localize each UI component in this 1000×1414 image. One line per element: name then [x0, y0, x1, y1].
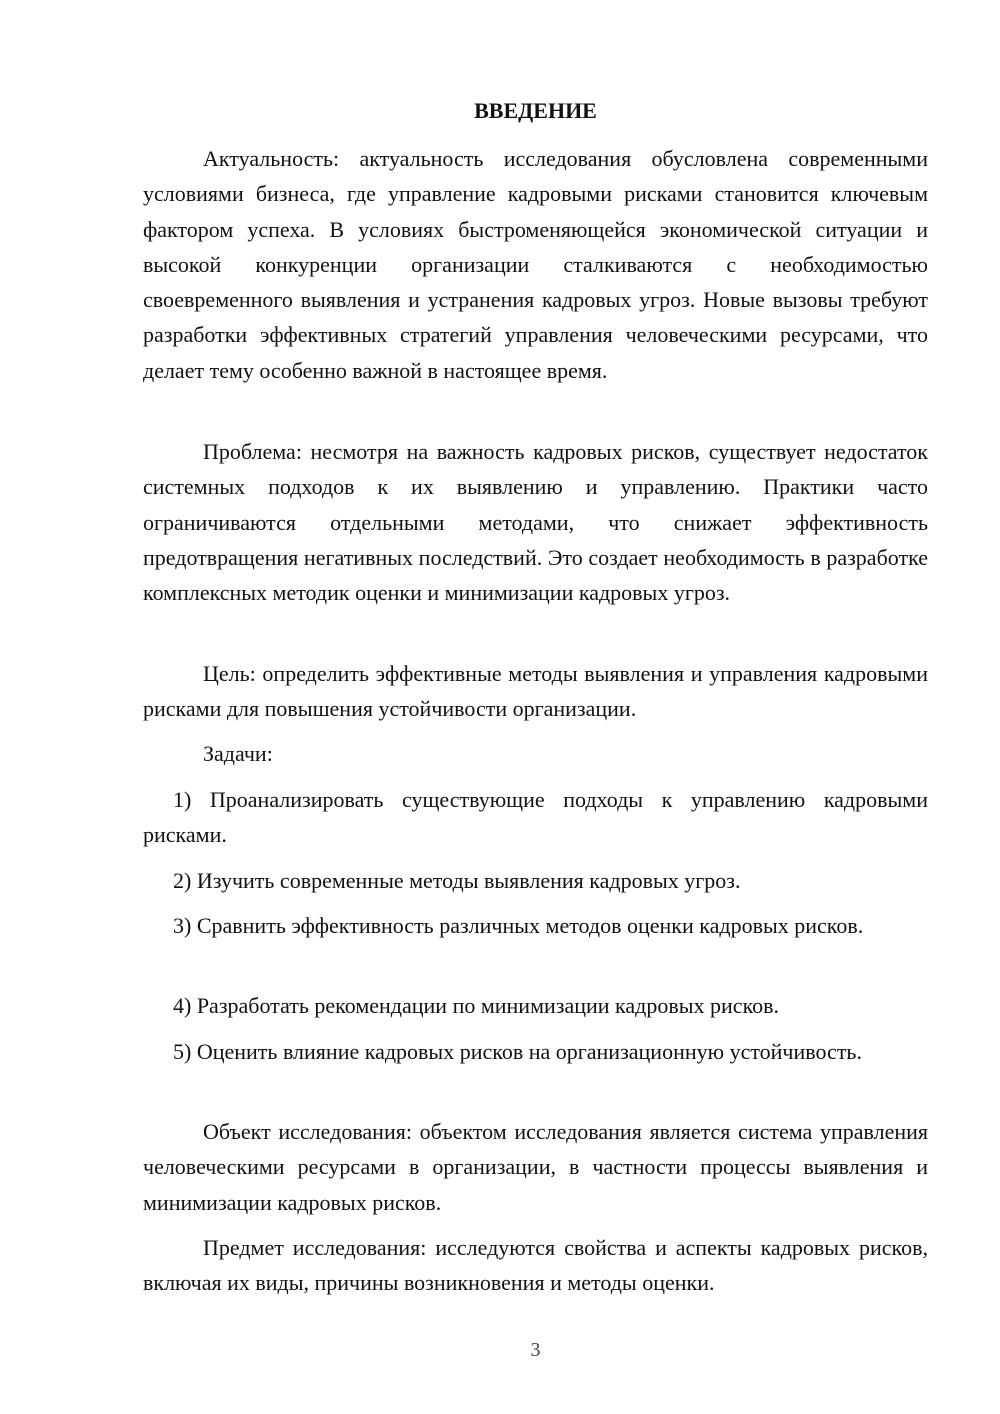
- paragraph-relevance: Актуальность: актуальность исследования обусловлена современными условиями бизнеса, где управление кадровыми рисками становится ключевым фактором успеха. В условиях быстроменяющейся экономической ситуации и высокой конкуренции организации сталкиваются с необходимостью своевременного выявления и устранения кадровых угроз. Новые вызовы требуют разработки эффективных стратегий управления человеческими ресурсами, что делает тему особенно важной в настоящее время.: [143, 146, 928, 383]
- page-number: 3: [530, 1339, 541, 1361]
- task-item-3: 3) Сравнить эффективность различных методов оценки кадровых рисков.: [173, 913, 864, 938]
- paragraph-problem: Проблема: несмотря на важность кадровых рисков, существует недостаток системных подходов к их выявлению и управлению. Практики часто ограничиваются отдельными методами, что снижает эффективность предотвращения негативных последствий. Это создает необходимость в разработке комплексных методик оценки и минимизации кадровых угроз.: [143, 439, 928, 606]
- task-item-5: 5) Оценить влияние кадровых рисков на организационную устойчивость.: [173, 1039, 862, 1064]
- page-title: ВВЕДЕНИЕ: [474, 98, 597, 123]
- task-item-4: 4) Разработать рекомендации по минимизации кадровых рисков.: [173, 993, 780, 1018]
- paragraph-goal: Цель: определить эффективные методы выявления и управления кадровыми рисками для повышения устойчивости организации.: [143, 661, 928, 722]
- paragraph-subject: Предмет исследования: исследуются свойства и аспекты кадровых рисков, включая их виды, причины возникновения и методы оценки.: [143, 1235, 928, 1296]
- task-item-1: 1) Проанализировать существующие подходы к управлению кадровыми рисками.: [143, 787, 928, 848]
- tasks-heading: Задачи:: [203, 741, 273, 766]
- task-item-2: 2) Изучить современные методы выявления кадровых угроз.: [173, 868, 741, 893]
- paragraph-object: Объект исследования: объектом исследования является система управления человеческими ресурсами в организации, в частности процессы выявления и минимизации кадровых рисков.: [143, 1119, 928, 1215]
